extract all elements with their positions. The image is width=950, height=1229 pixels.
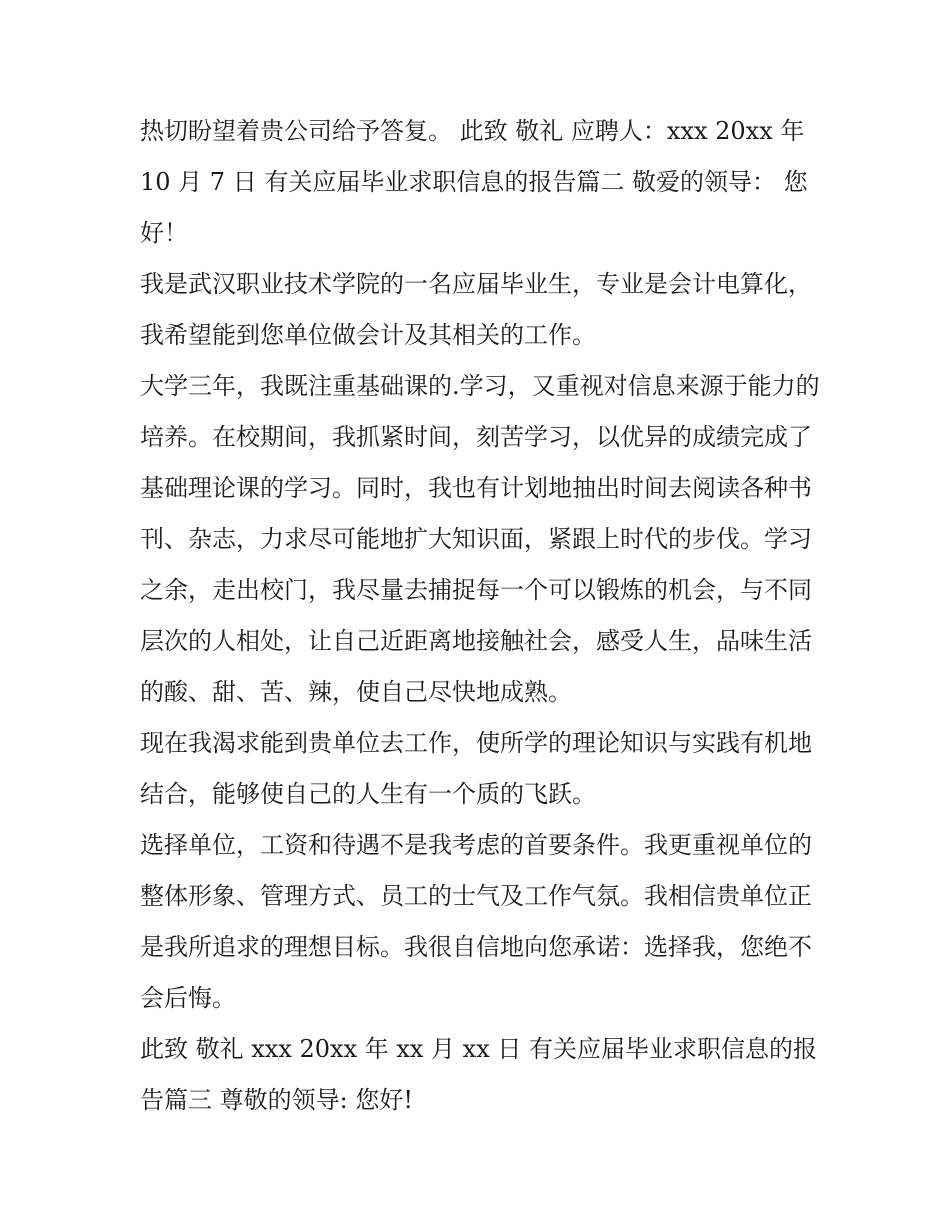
document-body: [140, 106, 820, 1126]
paragraph-introduction: 我是武汉职业技术学院的一名应届毕业生，专业是会计电算化，我希望能到您单位做会计及其相关的工作。: [140, 270, 812, 349]
paragraph-aspiration: 现在我渴求能到贵单位去工作，使所学的理论知识与实践有机地结合，能够使自己的人生有一个质的飞跃。: [140, 729, 812, 808]
paragraph-job-choice: 选择单位，工资和待遇不是我考虑的首要条件。我更重视单位的整体形象、管理方式、员工的士气及工作气氛。我相信贵单位正是我所追求的理想目标。我很自信地向您承诺：选择我，您绝不会后悔。: [140, 831, 812, 1012]
paragraph-closing-and-header: 热切盼望着贵公司给予答复。 此致 敬礼 应聘人：xxx 20xx 年 10 月 7 日 有关应届毕业求职信息的报告篇二 敬爱的领导： 您好！: [140, 117, 808, 247]
paragraph-university-experience: 大学三年，我既注重基础课的.学习，又重视对信息来源于能力的培养。在校期间，我抓紧时间，刻苦学习，以优异的成绩完成了基础理论课的学习。同时，我也有计划地抽出时间去阅读各种书刊、杂志，力求尽可能地扩大知识面，紧跟上时代的步伐。学习之余，走出校门，我尽量去捕捉每一个可以锻炼的机会，与不同层次的人相处，让自己近距离地接触社会，感受人生，品味生活的酸、甜、苦、辣，使自己尽快地成熟。: [140, 372, 820, 706]
paragraph-signature-and-next-letter: 此致 敬礼 xxx 20xx 年 xx 月 xx 日 有关应届毕业求职信息的报告篇三 尊敬的领导: 您好!: [140, 1035, 818, 1114]
